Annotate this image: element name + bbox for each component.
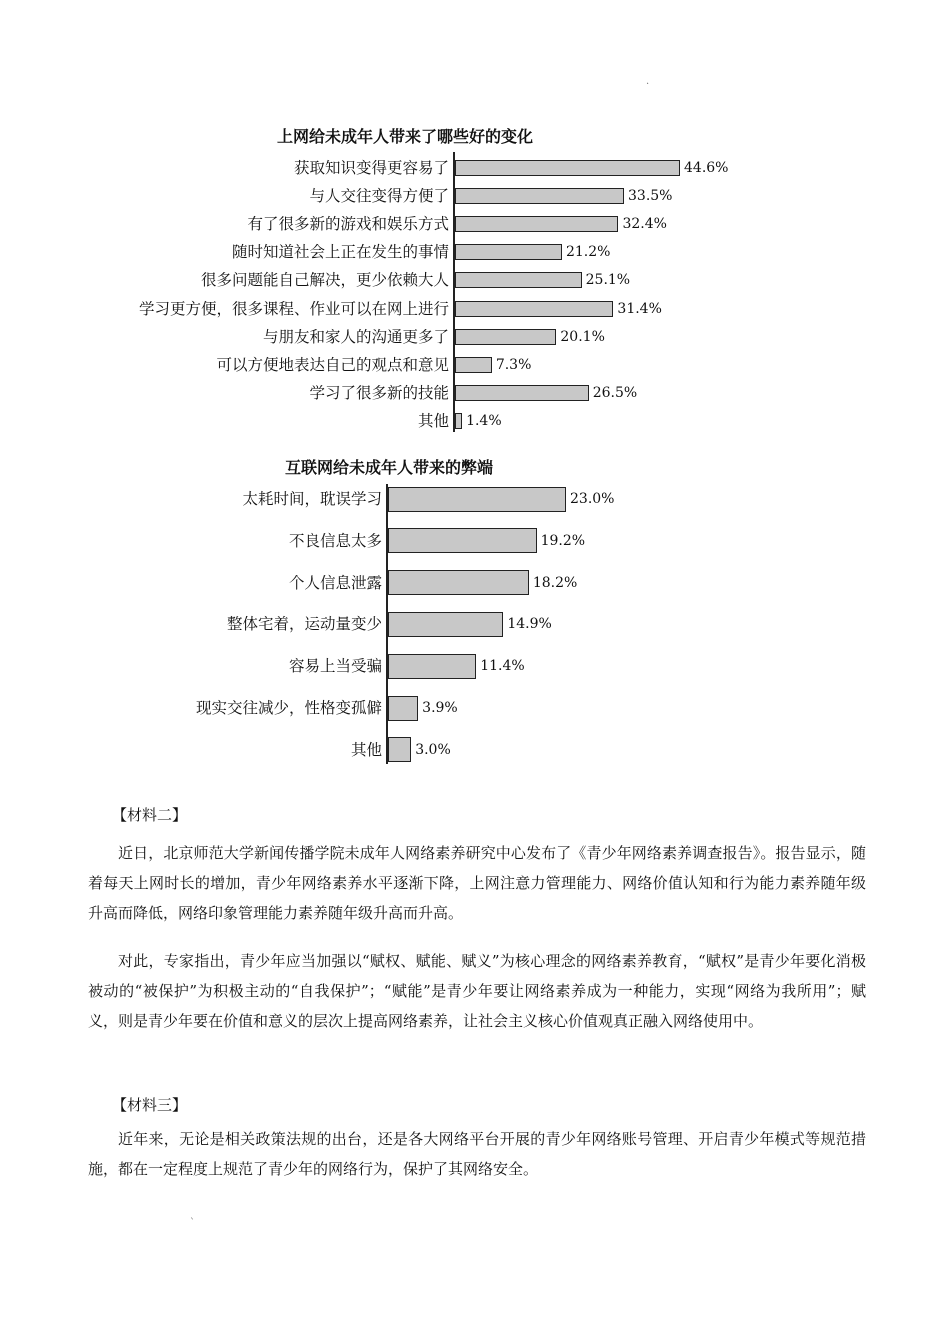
bar [455,329,556,345]
bar [455,272,582,288]
material-two-paragraph-2: 对此，专家指出，青少年应当加强以“赋权、赋能、赋义”为核心理念的网络素养教育，“赋权”是青少年要化消极被动的“被保护”为积极主动的“自我保护”；“赋能”是青少年要让网络素养成为一种能力，实现“网络为我所用”；赋义，则是青少年要在价值和意义的层次上提高网络素养，让社会主义核心价值观真正融入网络使用中。 [88,952,866,1030]
value-label: 23.0% [570,491,615,507]
value-label: 33.5% [628,188,673,205]
value-label: 26.5% [592,384,638,401]
category-label: 其他 [417,411,449,430]
category-label: 获取知识变得更容易了 [293,159,449,177]
value-label: 20.1% [560,328,605,345]
bar [455,357,492,373]
value-label: 3.9% [422,700,458,716]
material-three-heading: 【材料三】 [112,1096,188,1114]
bar [455,160,680,176]
category-label: 学习了很多新的技能 [309,383,449,402]
bar [455,385,589,401]
category-label: 不良信息太多 [288,531,382,550]
value-label: 7.3% [495,356,532,373]
value-label: 31.4% [617,300,662,317]
chart-title: 上网给未成年人带来了哪些好的变化 [277,127,534,146]
bar [388,737,411,762]
bar [388,696,418,721]
bar [388,654,476,679]
category-label: 可以方便地表达自己的观点和意见 [216,355,449,374]
category-label: 随时知道社会上正在发生的事情 [231,243,449,262]
material-three-paragraph-1: 近年来，无论是相关政策法规的出台，还是各大网络平台开展的青少年网络账号管理、开启青少年模式等规范措施，都在一定程度上规范了青少年的网络行为，保护了其网络安全。 [88,1130,866,1178]
bar [388,528,537,553]
category-label: 学习更方便，很多课程、作业可以在网上进行 [138,299,449,318]
value-label: 1.4% [466,412,502,429]
category-label: 很多问题能自己解决，更少依赖大人 [200,271,449,290]
chart-title: 互联网给未成年人带来的弊端 [285,458,494,477]
bar [455,244,562,260]
stray-dot-bottom: ` [190,1218,195,1229]
value-label: 3.0% [415,741,451,758]
category-label: 其他 [350,740,382,759]
value-label: 21.2% [565,244,611,261]
bar [388,570,529,595]
bar [388,612,503,637]
category-label: 有了很多新的游戏和娱乐方式 [247,215,449,234]
bar [455,188,624,204]
value-label: 11.4% [480,658,525,675]
bar [455,301,613,317]
category-label: 整体宅着，运动量变少 [226,615,382,634]
bar [388,487,566,512]
value-label: 25.1% [585,272,631,289]
value-label: 44.6% [684,160,729,176]
value-label: 19.2% [540,532,586,549]
bar [455,413,462,429]
material-two-paragraph-1: 近日，北京师范大学新闻传播学院未成年人网络素养研究中心发布了《青少年网络素养调查报告》。报告显示，随着每天上网时长的增加，青少年网络素养水平逐渐下降，上网注意力管理能力、网络价值认知和行为能力素养随年级升高而降低，网络印象管理能力素养随年级升高而升高。 [88,844,866,922]
category-label: 与朋友和家人的沟通更多了 [262,327,449,346]
category-label: 容易上当受骗 [288,657,382,676]
value-label: 18.2% [532,574,578,591]
material-two-heading: 【材料二】 [112,806,188,824]
value-label: 32.4% [622,216,667,233]
category-label: 太耗时间，耽误学习 [242,490,382,508]
value-label: 14.9% [507,616,552,633]
stray-dot-top: . [646,76,650,87]
category-label: 现实交往减少，性格变孤僻 [195,699,382,717]
bar [455,216,618,232]
category-label: 个人信息泄露 [288,573,382,592]
category-label: 与人交往变得方便了 [309,187,449,206]
